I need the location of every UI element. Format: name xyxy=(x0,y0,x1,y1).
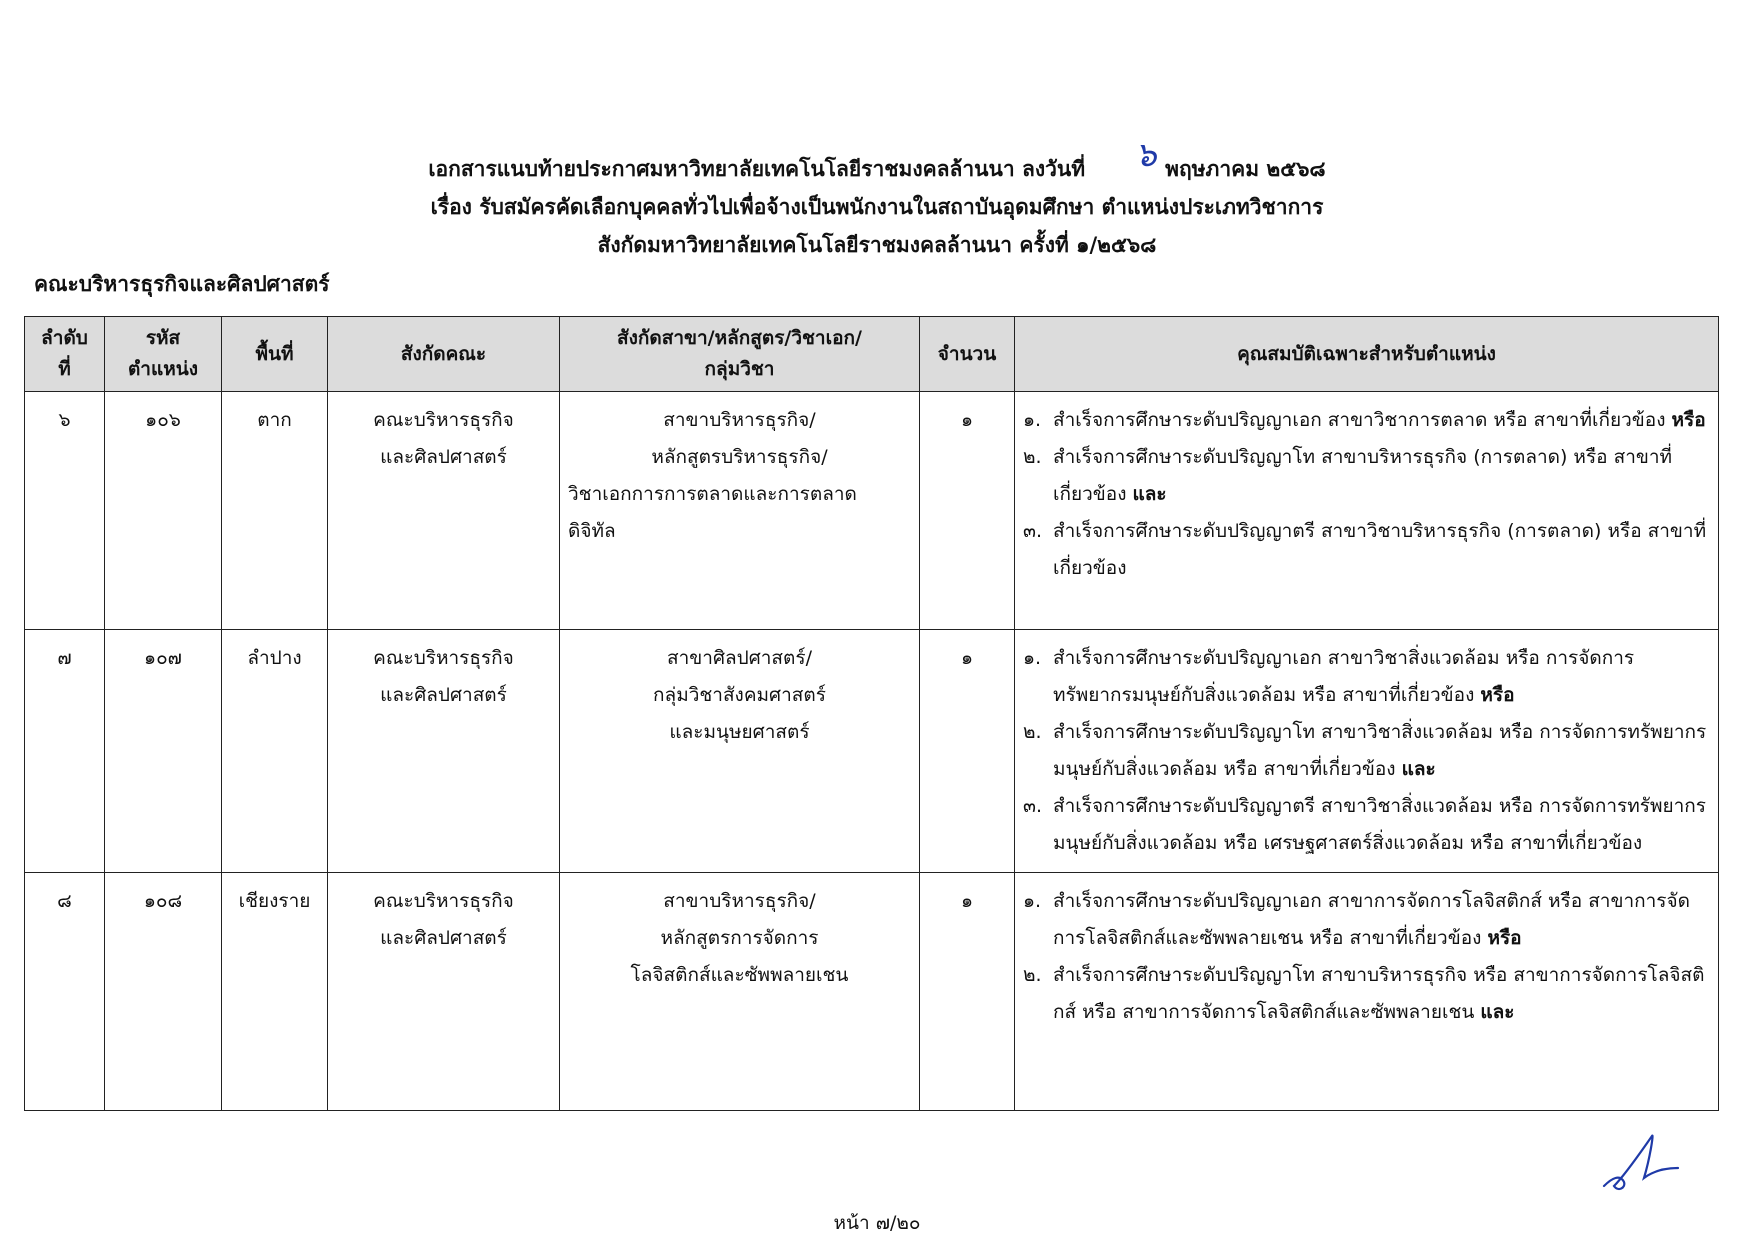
header-count: จำนวน xyxy=(920,317,1015,392)
header-area: พื้นที่ xyxy=(222,317,328,392)
cell-code: ๑๐๗ xyxy=(105,630,222,873)
cell-no: ๖ xyxy=(25,392,105,630)
header-line-1-suffix: พฤษภาคม ๒๕๖๘ xyxy=(1165,157,1326,181)
qualification-item xyxy=(1023,402,1710,439)
cell-qualifications xyxy=(1015,392,1719,630)
qualification-number: ๒. xyxy=(1023,446,1042,468)
program-line: หลักสูตรการจัดการ xyxy=(660,927,819,949)
qualification-number: ๑. xyxy=(1023,647,1042,669)
qualification-item xyxy=(1023,714,1710,788)
cell-count: ๑ xyxy=(920,630,1015,873)
table-row xyxy=(25,630,1719,873)
cell-qualifications xyxy=(1015,873,1719,1111)
cell-code: ๑๐๘ xyxy=(105,873,222,1111)
faculty-line: คณะบริหารธุรกิจ xyxy=(373,890,514,912)
cell-count: ๑ xyxy=(920,392,1015,630)
header-program: สังกัดสาขา/หลักสูตร/วิชาเอก/ กลุ่มวิชา xyxy=(560,317,920,392)
qualification-conjunction: หรือ xyxy=(1671,409,1706,431)
faculty-line: และศิลปศาสตร์ xyxy=(380,446,507,468)
program-line: หลักสูตรบริหารธุรกิจ/ xyxy=(651,446,828,468)
header-no: ลำดับ ที่ xyxy=(25,317,105,392)
cell-program xyxy=(560,392,920,630)
qualification-number: ๓. xyxy=(1023,795,1043,817)
qualification-item xyxy=(1023,439,1710,513)
qualification-conjunction: หรือ xyxy=(1480,684,1515,706)
qualification-text: สำเร็จการศึกษาระดับปริญญาเอก สาขาวิชาสิ่งแวดล้อม หรือ การจัดการทรัพยากรมนุษย์กับสิ่งแวดล้อม หรือ สาขาที่เกี่ยวข้อง xyxy=(1053,647,1635,706)
qualification-number: ๑. xyxy=(1023,409,1042,431)
header-line-1 xyxy=(0,135,1754,188)
program-line: วิชาเอกการการตลาดและการตลาด xyxy=(568,483,857,505)
cell-faculty xyxy=(328,630,560,873)
qualification-text: สำเร็จการศึกษาระดับปริญญาเอก สาขาการจัดการโลจิสติกส์ หรือ สาขาการจัดการโลจิสติกส์และซัพพลายเชน หรือ สาขาที่เกี่ยวข้อง xyxy=(1053,890,1690,949)
qualification-text: สำเร็จการศึกษาระดับปริญญาตรี สาขาวิชาสิ่งแวดล้อม หรือ การจัดการทรัพยากรมนุษย์กับสิ่งแวดล้อม หรือ เศรษฐศาสตร์สิ่งแวดล้อม หรือ สาขาที่เกี่ยวข้อง xyxy=(1053,795,1707,854)
cell-program xyxy=(560,873,920,1111)
header-qualifications: คุณสมบัติเฉพาะสำหรับตำแหน่ง xyxy=(1015,317,1719,392)
header-line-3: สังกัดมหาวิทยาลัยเทคโนโลยีราชมงคลล้านนา ครั้งที่ ๑/๒๕๖๘ xyxy=(597,233,1157,257)
program-line: โลจิสติกส์และซัพพลายเชน xyxy=(630,964,849,986)
qualification-number: ๒. xyxy=(1023,964,1042,986)
qualification-conjunction: และ xyxy=(1480,1001,1515,1023)
program-line: สาขาบริหารธุรกิจ/ xyxy=(663,890,816,912)
program-line: สาขาบริหารธุรกิจ/ xyxy=(663,409,816,431)
header-line-1-prefix: เอกสารแนบท้ายประกาศมหาวิทยาลัยเทคโนโลยีราชมงคลล้านนา ลงวันที่ xyxy=(428,157,1086,181)
qualification-item xyxy=(1023,883,1710,957)
page-number: หน้า ๗/๒๐ xyxy=(833,1212,921,1234)
header-faculty: สังกัดคณะ xyxy=(328,317,560,392)
qualification-item xyxy=(1023,640,1710,714)
signature-mark xyxy=(1600,1128,1680,1198)
table-row xyxy=(25,392,1719,630)
cell-count: ๑ xyxy=(920,873,1015,1111)
cell-faculty xyxy=(328,392,560,630)
cell-area: ลำปาง xyxy=(222,630,328,873)
header-code: รหัส ตำแหน่ง xyxy=(105,317,222,392)
table-row xyxy=(25,873,1719,1111)
qualification-number: ๑. xyxy=(1023,890,1042,912)
program-line: ดิจิทัล xyxy=(568,520,616,542)
faculty-line: และศิลปศาสตร์ xyxy=(380,684,507,706)
faculty-line: คณะบริหารธุรกิจ xyxy=(373,409,514,431)
qualification-item xyxy=(1023,788,1710,862)
qualification-item xyxy=(1023,957,1710,1031)
program-line: กลุ่มวิชาสังคมศาสตร์ xyxy=(653,684,826,706)
qualification-conjunction: หรือ xyxy=(1487,927,1522,949)
qualification-text: สำเร็จการศึกษาระดับปริญญาโท สาขาบริหารธุรกิจ หรือ สาขาการจัดการโลจิสติกส์ หรือ สาขาการจัดการโลจิสติกส์และซัพพลายเชน xyxy=(1053,964,1705,1023)
program-line: สาขาศิลปศาสตร์/ xyxy=(667,647,812,669)
cell-code: ๑๐๖ xyxy=(105,392,222,630)
table-header-row xyxy=(25,317,1719,392)
faculty-heading: คณะบริหารธุรกิจและศิลปศาสตร์ xyxy=(34,272,330,296)
cell-area: ตาก xyxy=(222,392,328,630)
qualification-text: สำเร็จการศึกษาระดับปริญญาตรี สาขาวิชาบริหารธุรกิจ (การตลาด) หรือ สาขาที่เกี่ยวข้อง xyxy=(1053,520,1707,579)
qualification-number: ๓. xyxy=(1023,520,1043,542)
qualification-conjunction: และ xyxy=(1132,483,1167,505)
header-line-2: เรื่อง รับสมัครคัดเลือกบุคคลทั่วไปเพื่อจ้างเป็นพนักงานในสถาบันอุดมศึกษา ตำแหน่งประเภทวิชาการ xyxy=(430,195,1324,219)
qualification-number: ๒. xyxy=(1023,721,1042,743)
cell-no: ๘ xyxy=(25,873,105,1111)
cell-program xyxy=(560,630,920,873)
qualification-text: สำเร็จการศึกษาระดับปริญญาเอก สาขาวิชาการตลาด หรือ สาขาที่เกี่ยวข้อง xyxy=(1053,409,1666,431)
qualification-conjunction: และ xyxy=(1401,758,1436,780)
cell-area: เชียงราย xyxy=(222,873,328,1111)
qualification-text: สำเร็จการศึกษาระดับปริญญาโท สาขาวิชาสิ่งแวดล้อม หรือ การจัดการทรัพยากรมนุษย์กับสิ่งแวดล้อม หรือ สาขาที่เกี่ยวข้อง xyxy=(1053,721,1707,780)
qualification-text: สำเร็จการศึกษาระดับปริญญาโท สาขาบริหารธุรกิจ (การตลาด) หรือ สาขาที่เกี่ยวข้อง xyxy=(1053,446,1673,505)
faculty-line: และศิลปศาสตร์ xyxy=(380,927,507,949)
document-header xyxy=(0,135,1754,264)
positions-table xyxy=(24,316,1719,1111)
handwritten-day: ๖ xyxy=(1135,135,1157,175)
cell-qualifications xyxy=(1015,630,1719,873)
cell-no: ๗ xyxy=(25,630,105,873)
cell-faculty xyxy=(328,873,560,1111)
qualification-item xyxy=(1023,513,1710,587)
program-line: และมนุษยศาสตร์ xyxy=(669,721,810,743)
faculty-line: คณะบริหารธุรกิจ xyxy=(373,647,514,669)
